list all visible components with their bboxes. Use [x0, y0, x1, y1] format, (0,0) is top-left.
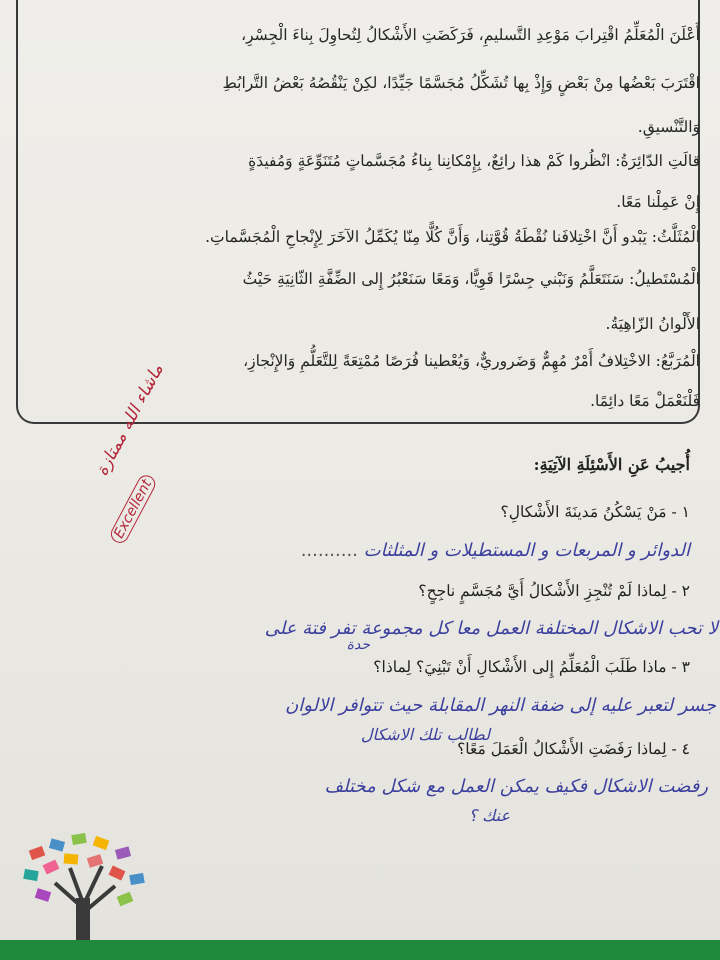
- answer-2-line-2: حدة: [346, 637, 370, 653]
- story-line-9: الْمُرَبَّعُ: الاخْتِلافُ أَمْرٌ مُهِمٌّ وَضَروريٌّ، وَيُعْطينا فُرَصًا مُمْتِعَةً لِلتَّعَلُّمِ وَالإِنْجازِ،: [243, 352, 700, 370]
- story-line-8: الأَلْوانُ الزّاهِيَةُ.: [605, 315, 700, 333]
- story-line-3: وَالتَّنْسيقِ.: [637, 118, 700, 136]
- book-leaves: [23, 833, 145, 906]
- question-1: ١ - مَنْ يَسْكُنُ مَدينَةَ الأَشْكالِ؟: [500, 503, 690, 521]
- question-4: ٤ - لِماذا رَفَضَتِ الأَشْكالُ الْعَمَلَ مَعًا؟: [457, 740, 690, 758]
- answer-1-line-1: [301, 540, 690, 561]
- story-line-4: قالَتِ الدّائِرَةُ: انْظُروا كَمْ هذا رائِعٌ، بِإِمْكانِنا بِناءُ مُجَسَّماتٍ مُتَنَوِّعَةٍ وَمُفيدَةٍ: [248, 152, 700, 170]
- story-line-5: إِنْ عَمِلْنا مَعًا.: [616, 193, 700, 211]
- answer-3-line-1: جسر لتعبر عليه إلى ضفة النهر المقابلة حيث تتوافر الالوان: [285, 695, 716, 716]
- story-line-2: اقْتَرَبَ بَعْضُها مِنْ بَعْضٍ وَإِذْ بِها تُشَكِّلُ مُجَسَّمًا جَيِّدًا، لكِنْ يَنْقُصُهُ بَعْضُ التَّرابُطِ: [222, 74, 700, 92]
- questions-heading: أُجيبُ عَنِ الأَسْئِلَةِ الآتِيَةِ:: [533, 455, 690, 474]
- question-2: ٢ - لِماذا لَمْ تُنْجِزِ الأَشْكالُ أَيَّ مُجَسَّمٍ ناجِحٍ؟: [418, 582, 690, 600]
- answer-2-line-1: لا تحب الاشكال المختلفة العمل معا كل مجموعة تفر فتة على: [264, 618, 718, 639]
- answer-1-text: الدوائر و المربعات و المستطيلات و المثلثات: [363, 540, 690, 561]
- story-line-10: فَلْنَعْمَلْ مَعًا دائِمًا.: [590, 392, 700, 410]
- teacher-margin-note: ماشاء الله ممتازة: [92, 360, 168, 480]
- story-line-6: الْمُثَلَّثُ: يَبْدو أَنَّ اخْتِلافَنا نُقْطَةُ قُوَّتِنا، وَأَنَّ كُلًّا مِنّا يُكَمِّلُ الآخَرَ لِإِنْجاحِ الْمُجَسَّماتِ.: [205, 228, 700, 246]
- book-tree-illustration: [10, 828, 160, 958]
- story-line-1: أَعْلَنَ الْمُعَلِّمُ اقْتِرابَ مَوْعِدِ التَّسليمِ، فَرَكَضَتِ الأَشْكالُ لِتُحاوِلَ بِناءَ الْجِسْرِ،: [241, 26, 700, 44]
- answer-dots: ..........: [300, 540, 358, 561]
- tree-branches: [55, 866, 115, 913]
- answer-3-line-2: لطالب تلك الاشكال: [360, 725, 490, 744]
- teacher-excellent-stamp: Excellent: [108, 472, 159, 546]
- story-line-7: الْمُسْتَطيلُ: سَنَتَعَلَّمُ وَنَبْني جِسْرًا قَوِيًّا، وَمَعًا سَنَعْبُرُ إِلى الضِّفَّةِ الثّانِيَةِ حَيْثُ: [242, 270, 700, 288]
- answer-4-line-2: عنك ؟: [468, 806, 510, 825]
- footer-green-bar: [0, 940, 720, 960]
- question-3: ٣ - ماذا طَلَبَ الْمُعَلِّمُ إِلى الأَشْكالِ أَنْ تَبْنِيَ؟ لِماذا؟: [373, 658, 690, 676]
- answer-4-line-1: رفضت الاشكال فكيف يمكن العمل مع شكل مختلف: [324, 776, 708, 797]
